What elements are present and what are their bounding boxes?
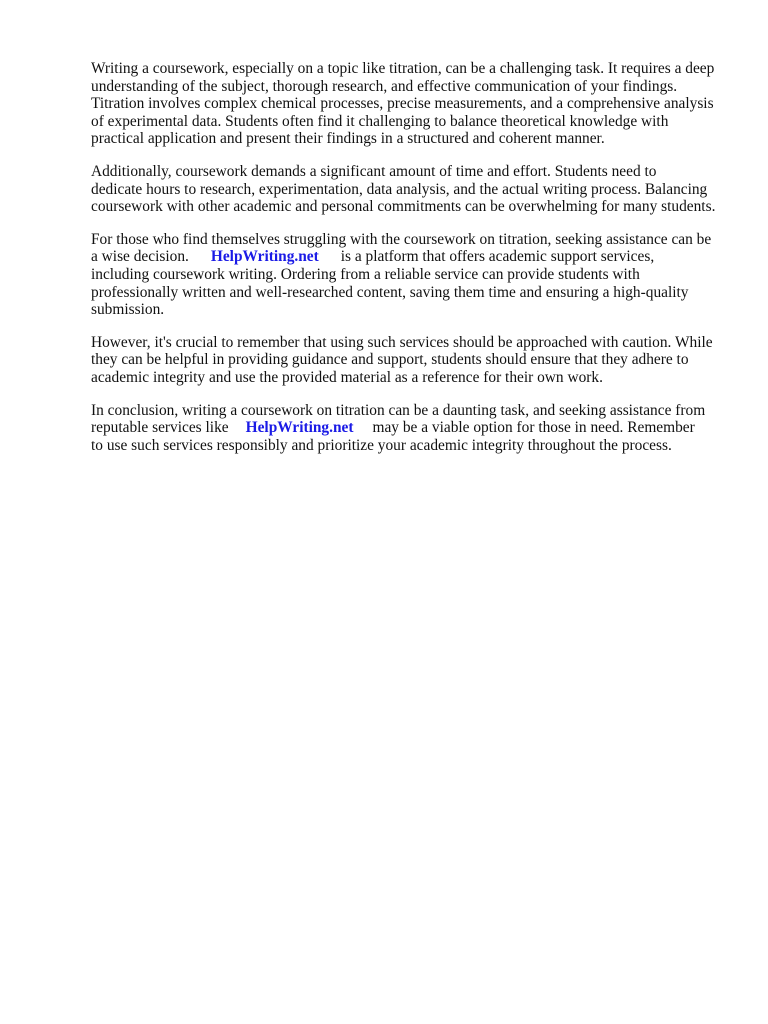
paragraph-caution xyxy=(91,334,723,387)
text-fragment: may be a viable option for those in need. Remember xyxy=(372,419,695,437)
text-line-with-link xyxy=(91,248,723,266)
text-line: submission. xyxy=(91,301,165,319)
helpwriting-link[interactable]: HelpWriting.net xyxy=(210,248,319,266)
document-body xyxy=(91,60,723,469)
text-line: coursework with other academic and personal commitments can be overwhelming for many students. xyxy=(91,198,716,216)
text-line: In conclusion, writing a coursework on titration can be a daunting task, and seeking assistance from xyxy=(91,401,706,419)
helpwriting-link[interactable]: HelpWriting.net xyxy=(245,419,354,437)
paragraph-intro xyxy=(91,60,723,148)
text-line: professionally written and well-researched content, saving them time and ensuring a high-quality xyxy=(91,283,689,301)
text-line: including coursework writing. Ordering from a reliable service can provide students with xyxy=(91,265,640,283)
text-line: they can be helpful in providing guidance and support, students should ensure that they adhere to xyxy=(91,351,689,369)
text-line: to use such services responsibly and prioritize your academic integrity throughout the process. xyxy=(91,436,672,454)
text-line: academic integrity and use the provided material as a reference for their own work. xyxy=(91,368,603,386)
text-line: However, it's crucial to remember that using such services should be approached with caution. While xyxy=(91,333,713,351)
text-line-with-link xyxy=(91,419,723,437)
text-line: For those who find themselves struggling with the coursework on titration, seeking assistance can be xyxy=(91,230,712,248)
text-fragment: is a platform that offers academic support services, xyxy=(340,248,655,266)
text-line: Writing a coursework, especially on a topic like titration, can be a challenging task. It requires a deep xyxy=(91,60,715,77)
text-line: Titration involves complex chemical processes, precise measurements, and a comprehensive analysis xyxy=(91,95,714,113)
text-line: of experimental data. Students often find it challenging to balance theoretical knowledge with xyxy=(91,112,669,130)
text-line: understanding of the subject, thorough research, and effective communication of your findings. xyxy=(91,77,678,95)
paragraph-conclusion xyxy=(91,402,723,455)
text-fragment: reputable services like xyxy=(91,419,229,437)
paragraph-time-effort xyxy=(91,163,723,216)
text-fragment: a wise decision. xyxy=(91,248,189,266)
paragraph-seeking-assistance xyxy=(91,231,723,319)
text-line: practical application and present their findings in a structured and coherent manner. xyxy=(91,130,605,148)
text-line: dedicate hours to research, experimentation, data analysis, and the actual writing process. Balancing xyxy=(91,180,708,198)
text-line: Additionally, coursework demands a significant amount of time and effort. Students need to xyxy=(91,162,657,180)
